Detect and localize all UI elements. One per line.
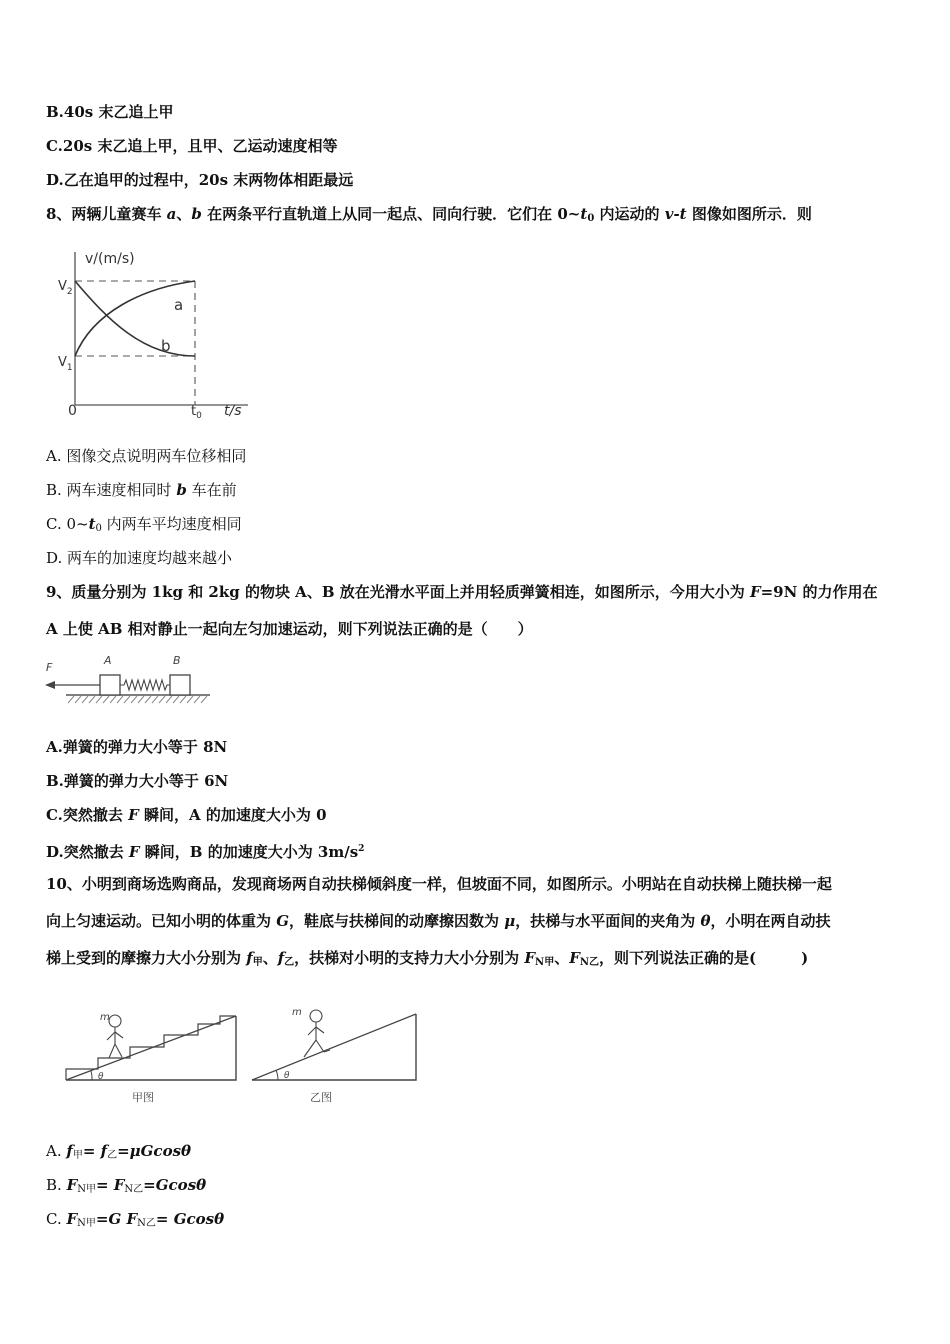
escalator-figures xyxy=(60,1000,430,1110)
q9-option-a: A.弹簧的弹力大小等于 8N xyxy=(46,738,228,756)
q7-option-c: C.20s 末乙追上甲，且甲、乙运动速度相等 xyxy=(46,137,338,155)
spring xyxy=(120,680,170,690)
q9-option-d: D.突然撤去 F 瞬间，B 的加速度大小为 $3m/s^2$ xyxy=(46,843,365,861)
spring-blocks-figure xyxy=(42,652,217,712)
t0-axis-label: $t_0$ xyxy=(191,404,202,421)
mass-label-yi: m xyxy=(292,1007,302,1018)
q9-option-c: C.突然撤去 F 瞬间，A 的加速度大小为 0 xyxy=(46,806,327,824)
q8-option-c: C. $0\sim t_0$ 内两车平均速度相同 xyxy=(46,515,242,534)
q8-option-a: A. 图像交点说明两车位移相同 xyxy=(46,447,247,465)
curve-b-label: b xyxy=(161,337,171,355)
q10-option-c: C. $F_{N甲}=G$ $F_{N乙}= Gcos\theta$ xyxy=(46,1210,225,1229)
block-b-label: B xyxy=(173,654,181,667)
q10-option-b: B. $F_{N甲}= F_{N乙}=Gcos\theta$ xyxy=(46,1176,207,1195)
q10-option-a: A. $f_甲= f_乙=\mu Gcos\theta$ xyxy=(46,1142,192,1161)
q8-option-b: B. 两车速度相同时 b 车在前 xyxy=(46,481,237,499)
q10-stem-line2: 向上匀速运动。已知小明的体重为 G，鞋底与扶梯间的动摩擦因数为 μ，扶梯与水平面间的夹角为 θ，小明在两自动扶 xyxy=(46,912,831,930)
figure-label-yi: 乙图 xyxy=(310,1091,332,1104)
figure-label-jia: 甲图 xyxy=(132,1091,154,1104)
curve-a-label: a xyxy=(174,296,184,314)
q9-option-b: B.弹簧的弹力大小等于 6N xyxy=(46,772,229,790)
escalator-yi xyxy=(252,1007,416,1104)
force-arrowhead xyxy=(45,681,55,689)
q7-option-b: B.40s 末乙追上甲 xyxy=(46,103,174,121)
block-a-label: A xyxy=(104,654,112,667)
v2-label: $V_2$ xyxy=(58,279,73,297)
v1-label: $V_1$ xyxy=(58,355,73,373)
t-axis-label: t/s xyxy=(224,403,242,419)
q7-option-d: D.乙在追甲的过程中，20s 末两物体相距最远 xyxy=(46,171,354,189)
origin-label: 0 xyxy=(68,403,77,419)
q9-stem-line1: 9、质量分别为 1kg 和 2kg 的物块 A、B 放在光滑水平面上并用轻质弹簧相连，如图所示，今用大小为 F=9N 的力作用在 xyxy=(46,583,878,601)
q8-option-d: D. 两车的加速度均越来越小 xyxy=(46,549,233,567)
curve-b xyxy=(75,281,195,356)
q10-stem-line1: 10、小明到商场选购商品，发现商场两自动扶梯倾斜度一样，但坡面不同，如图所示。小明站在自动扶梯上随扶梯一起 xyxy=(46,875,832,893)
floor-hatch xyxy=(68,696,207,703)
block-b xyxy=(170,675,190,695)
q9-stem-line2: A 上使 AB 相对静止一起向左匀加速运动，则下列说法正确的是（ ） xyxy=(46,620,533,638)
q10-stem-line3: 梯上受到的摩擦力大小分别为 $f_甲$、$f_乙$，扶梯对小明的支持力大小分别为 $F_{N甲}$、$F_{N乙}$，则下列说法正确的是( ) xyxy=(46,949,809,968)
angle-label-yi: θ xyxy=(284,1071,290,1081)
force-label: F xyxy=(46,661,53,674)
q8-stem: 8、两辆儿童赛车 a、b 在两条平行直轨道上从同一起点、同向行驶．它们在 $0\sim t_0$ 内运动的 v-t 图像如图所示．则 xyxy=(46,205,812,224)
v-axis-label: v/(m/s) xyxy=(85,251,135,267)
block-a xyxy=(100,675,120,695)
angle-label-jia: θ xyxy=(98,1072,104,1082)
mass-label-jia: m xyxy=(100,1012,110,1023)
escalator-jia xyxy=(66,1012,236,1104)
curve-a xyxy=(75,281,195,356)
vt-graph xyxy=(48,240,258,422)
